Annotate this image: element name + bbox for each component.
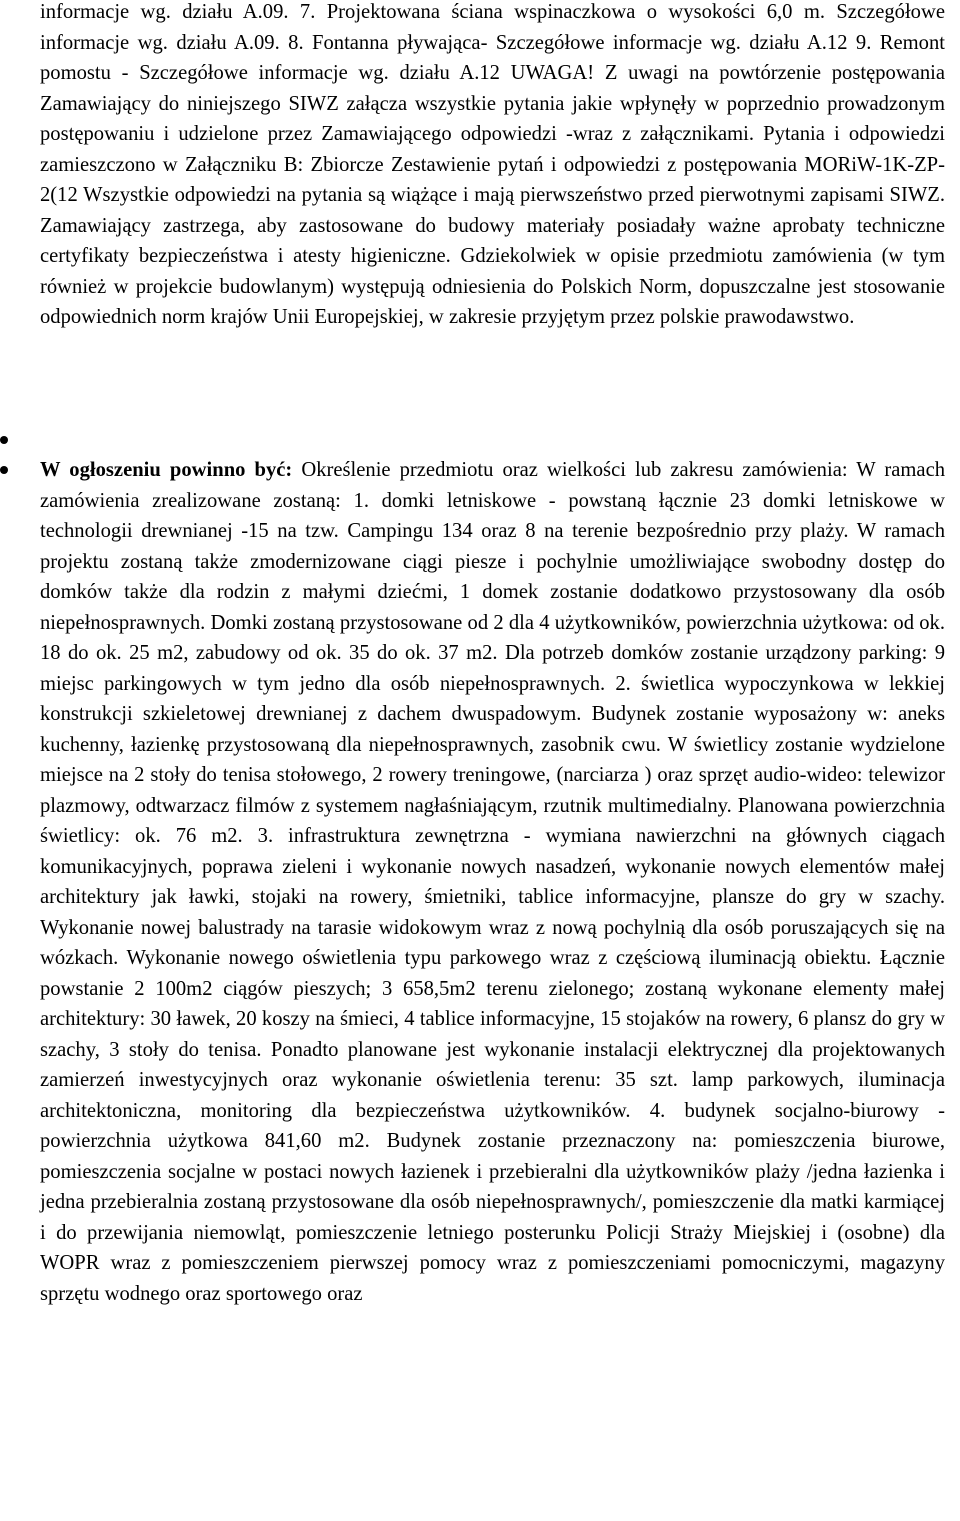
- announcement-lead: W ogłoszeniu powinno być:: [40, 459, 293, 481]
- paragraph-regulations: informacje wg. działu A.09. 7. Projektowana ściana wspinaczkowa o wysokości 6,0 m. Szczegółowe informacje wg. działu A.09. 8. Fontanna pływająca- Szczegółowe informacje wg. działu A.12 9. Remont pomostu - Szczegółowe informacje wg. działu A.12 UWAGA! Z uwagi na powtórzenie postępowania Zamawiający do niniejszego SIWZ załącza wszystkie pytania jakie wpłynęły w poprzednio prowadzonym postępowaniu i udzielone przez Zamawiającego odpowiedzi -wraz z załącznikami. Pytania i odpowiedzi zamieszczono w Załączniku B: Zbiorcze Zestawienie pytań i odpowiedzi z postępowania MORiW-1K-ZP-2(12 Wszystkie odpowiedzi na pytania są wiążące i mają pierwszeństwo przed pierwotnymi zapisami SIWZ. Zamawiający zastrzega, aby zastosowane do budowy materiały posiadały ważne aprobaty techniczne certyfikaty bezpieczeństwa i atesty higieniczne. Gdziekolwiek w opisie przedmiotu zamówienia (w tym również w projekcie budowlanym) występują odniesienia do Polskich Norm, dopuszczalne jest stosowanie odpowiednich norm krajów Unii Europejskiej, w zakresie przyjętym przez polskie prawodawstwo.: [40, 1, 945, 328]
- announcement-text: Określenie przedmiotu oraz wielkości lub zakresu zamówienia: W ramach zamówienia zrealizowane zostaną: 1. domki letniskowe - powstaną łącznie 23 domki letniskowe w technologii drewnianej -15 na tzw. Campingu 134 oraz 8 na terenie bezpośrednio przy plaży. W ramach projektu zostaną także zmodernizowane ciągi piesze i pochylnie umożliwiające swobodny dostęp do domków także dla rodzin z małymi dziećmi, 1 domek zostanie dodatkowo przystosowany dla osób niepełnosprawnych. Domki zostaną przystosowane od 2 dla 4 użytkowników, powierzchnia użytkowa: od ok. 18 do ok. 25 m2, zabudowy od ok. 35 do ok. 37 m2. Dla potrzeb domków zostanie urządzony parking: 9 miejsc parkingowych w tym jedno dla osób niepełnosprawnych. 2. świetlica wypoczynkowa w lekkiej konstrukcji szkieletowej drewnianej z dachem dwuspadowym. Budynek zostanie wyposażony w: aneks kuchenny, łazienkę przystosowaną dla niepełnosprawnych, zasobnik cwu. W świetlicy zostanie wydzielone miejsce na 2 stoły do tenisa stołowego, 2 rowery treningowe, (narciarza ) oraz sprzęt audio-wideo: telewizor plazmowy, odtwarzacz filmów z systemem nagłaśniającym, rzutnik multimedialny. Planowana powierzchnia świetlicy: ok. 76 m2. 3. infrastruktura zewnętrzna - wymiana nawierzchni na głównych ciągach komunikacyjnych, poprawa zieleni i wykonanie nowych nasadzeń, wykonanie nowych elementów małej architektury jak ławki, stojaki na rowery, śmietniki, tablice informacyjne, plansze do gry w szachy. Wykonanie nowej balustrady na tarasie widokowym wraz z nową pochylnią dla osób poruszających się na wózkach. Wykonanie nowego oświetlenia typu parkowego wraz z częściową iluminacją obiektu. Łącznie powstanie 2 100m2 ciągów pieszych; 3 658,5m2 terenu zielonego; zostaną wykonane elementy małej architektury: 30 ławek, 20 koszy na śmieci, 4 tablice informacyjne, 15 stojaków na rowery, 6 plansz do gry w szachy, 3 stoły do tenisa. Ponadto planowane jest wykonanie instalacji elektrycznej dla projektowanych zamierzeń inwestycyjnych oraz wykonanie oświetlenia terenu: 35 szt. lamp parkowych, iluminacja architektoniczna, monitoring dla bezpieczeństwa użytkowników. 4. budynek socjalno-biurowy - powierzchnia użytkowa 841,60 m2. Budynek zostanie przeznaczony na: pomieszczenia biurowe, pomieszczenia socjalne w postaci nowych łazienek i przebieralni dla użytkowników plaży /jedna łazienka i jedna przebieralnia zostaną przystosowane dla osób niepełnosprawnych/, pomieszczenie dla matki karmiącej i do przewijania niemowląt, pomieszczenie letniego posterunku Policji Straży Miejskiej i (osobne) dla WOPR wraz z pomieszczeniem pierwszej pomocy wraz z pomieszczeniami pomocniczymi, magazyny sprzętu wodnego oraz sportowego oraz: [40, 459, 946, 1305]
- bullet-empty: [0, 436, 8, 444]
- bullet-announcement: [0, 466, 8, 474]
- paragraph-announcement: [40, 455, 945, 1309]
